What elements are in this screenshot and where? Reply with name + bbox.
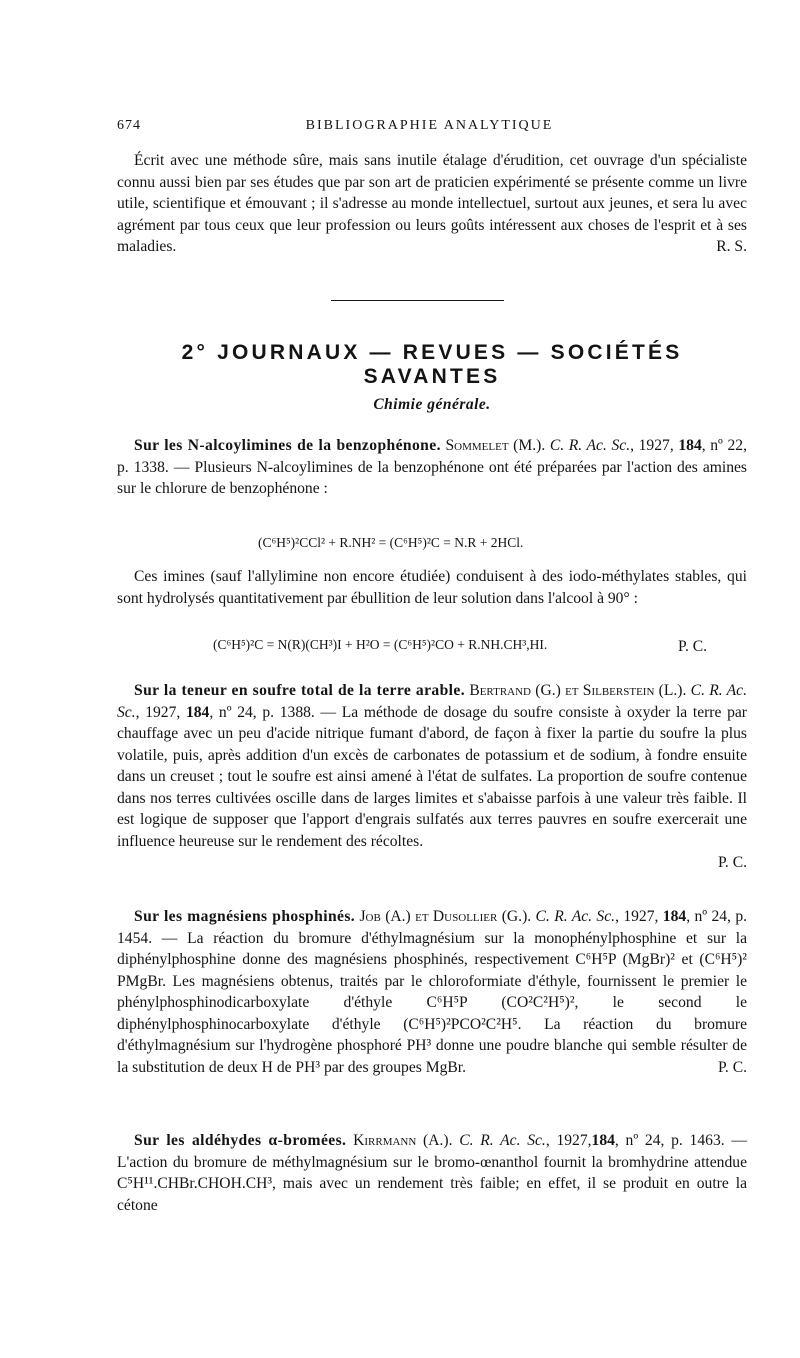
article-abstract: L'action du bromure de méthylmagnésium sur le bromo-œnanthol fournit la bromhydrine attendue C⁵H¹¹.CHBr.CHOH.CH³, mais avec un rendement très faible; en effet, il se produit en outre la cétone <box>117 1153 747 1214</box>
article-aldehydes: Sur les aldéhydes α-bromées. Kirrmann (A.). C. R. Ac. Sc., 1927,184, nº 24, p. 1463. — L'action du bromure de méthylmagnésium sur le bromo-œnanthol fournit la bromhydrine attendue C⁵H¹¹.CHBr.CHOH.CH³, mais avec un rendement très faible; en effet, il se produit en outre la cétone <box>117 1132 747 1214</box>
article-author: Kirrmann (A.). <box>353 1132 453 1149</box>
article-title: Sur les N-alcoylimines de la benzophénone. <box>134 437 441 454</box>
article-author: Job (A.) et Dusollier (G.). <box>359 908 532 925</box>
article-soufre: Sur la teneur en soufre total de la terre arable. Bertrand (G.) et Silberstein (L.). C. R. Ac. Sc., 1927, 184, nº 24, p. 1388. — La méthode de dosage du soufre consiste à oxyder la terre par chauffage avec un peu d'acide nitrique fumant d'abord, de façon à fixer la partie du soufre la plus volatile, puis, après addition d'un excès de carbonates de potassium et de sodium, à fondre ensuite dans un creuset ; tout le soufre est ainsi amené à l'état de sulfates. La proportion de soufre contenue dans nos terres cultivées oscille dans de larges limites et s'abaisse parfois à une valeur très faible. Il est logique de supposer que l'apport d'engrais sulfatés aux terres pauvres en soufre exercerait une influence heureuse sur le rendement des récoltes. P. C. <box>117 682 748 871</box>
article-benzophenone: Sur les N-alcoylimines de la benzophénone. Sommelet (M.). C. R. Ac. Sc., 1927, 184, nº 22, p. 1338. — Plusieurs N-alcoylimines de la benzophénone ont été préparées par l'action des amines sur le chlorure de benzophénone : <box>117 437 747 497</box>
article-signature: P. C. <box>678 638 708 655</box>
article-author: Bertrand (G.) et Silberstein (L.). <box>469 682 687 699</box>
review-text: Écrit avec une méthode sûre, mais sans inutile étalage d'érudition, cet ouvrage d'un spécialiste connu aussi bien par ses études que par son art de praticien expérimenté se présente comme un livre utile, scientifique et émouvant ; il s'adresse au monde intellectuel, surtout aux jeunes, et sera lu avec agrément par tous ceux que leur profession ou leurs goûts intéressent aux choses de l'esprit et à ses maladies. <box>117 152 747 255</box>
article-volume: 184 <box>662 908 687 925</box>
article-volume: 184 <box>678 437 702 454</box>
subsection-heading: Chimie générale. <box>373 396 491 413</box>
article-journal: C. R. Ac. Sc. <box>549 437 631 454</box>
article-title: Sur les magnésiens phosphinés. <box>134 908 356 925</box>
chemical-equation: (C⁶H⁵)²CCl² + R.NH² = (C⁶H⁵)²C = N.R + 2HCl. <box>258 535 524 550</box>
article-journal: C. R. Ac. Sc. <box>117 682 747 721</box>
article-signature: P. C. <box>717 1058 747 1076</box>
article-author: Sommelet (M.). <box>445 437 546 454</box>
article-title: Sur la teneur en soufre total de la terre arable. <box>134 682 466 699</box>
page-number: 674 <box>117 118 141 133</box>
running-title: BIBLIOGRAPHIE ANALYTIQUE <box>305 118 554 133</box>
article-abstract: La réaction du bromure d'éthylmagnésium sur la monophénylphosphine et sur la diphénylphosphine donne des magnésiens phosphinés, respectivement C⁶H⁵P (MgBr)² et (C⁶H⁵)² PMgBr. Les magnésiens obtenus, traités par le chloroformiate d'éthyle, fournissent le premier le phénylphosphinodicarboxylate d'éthyle C⁶H⁵P (CO²C²H⁵)², le second le diphénylphosphinocarboxylate d'éthyle (C⁶H⁵)²PCO²C²H⁵. La réaction du bromure d'éthylmagnésium sur l'hydrogène phosphoré PH³ donne une poudre blanche qui semble résulter de la substitution de deux H de PH³ par des groupes MgBr. <box>117 929 747 1076</box>
review-conclusion <box>117 150 747 258</box>
section-heading: 2° JOURNAUX — REVUES — SOCIÉTÉS SAVANTES <box>181 341 683 388</box>
article-abstract: La méthode de dosage du soufre consiste à oxyder la terre par chauffage avec un peu d'acide nitrique fumant d'abord, de façon à fixer la partie du soufre la plus volatile, puis, après addition d'un excès de carbonates de potassium et de sodium, à fondre ensuite dans un creuset ; tout le soufre est ainsi amené à l'état de sulfates. La proportion de soufre contenue dans nos terres cultivées oscille dans de larges limites et s'abaisse parfois à une valeur très faible. Il est logique de supposer que l'apport d'engrais sulfatés aux terres pauvres en soufre exercerait une influence heureuse sur le rendement des récoltes. <box>117 703 748 850</box>
article-volume: 184 <box>185 703 210 721</box>
article-abstract: Plusieurs N-alcoylimines de la benzophénone ont été préparées par l'action des amines sur le chlorure de benzophénone : <box>117 458 747 497</box>
chemical-equation: (C⁶H⁵)²C = N(R)(CH³)I + H²O = (C⁶H⁵)²CO + R.NH.CH³,HI. <box>213 637 548 652</box>
article-title: Sur les aldéhydes α-bromées. <box>134 1132 347 1149</box>
review-signature: R. S. <box>716 238 747 255</box>
article-journal: C. R. Ac. Sc. <box>535 908 616 925</box>
article-volume: 184 <box>591 1132 615 1149</box>
article-journal: C. R. Ac. Sc. <box>459 1132 546 1149</box>
article-abstract-continued: Ces imines (sauf l'allylimine non encore étudiée) conduisent à des iodo-méthylates stables, qui sont hydrolysés quantitativement par ébullition de leur solution dans l'alcool à 90° : <box>117 568 747 607</box>
article-magnesiens: Sur les magnésiens phosphinés. Job (A.) et Dusollier (G.). C. R. Ac. Sc., 1927, 184, nº 24, p. 1454. — La réaction du bromure d'éthylmagnésium sur la monophénylphosphine et sur la diphénylphosphine donne des magnésiens phosphinés, respectivement C⁶H⁵P (MgBr)² et (C⁶H⁵)² PMgBr. Les magnésiens obtenus, traités par le chloroformiate d'éthyle, fournissent le premier le phénylphosphinodicarboxylate d'éthyle C⁶H⁵P (CO²C²H⁵)², le second le diphénylphosphinocarboxylate d'éthyle (C⁶H⁵)²PCO²C²H⁵. La réaction du bromure d'éthylmagnésium sur l'hydrogène phosphoré PH³ donne une poudre blanche qui semble résulter de la substitution de deux H de PH³ par des groupes MgBr. P. C. <box>117 906 747 1078</box>
article-signature: P. C. <box>717 854 747 871</box>
section-divider <box>331 300 504 301</box>
running-head <box>117 118 742 136</box>
